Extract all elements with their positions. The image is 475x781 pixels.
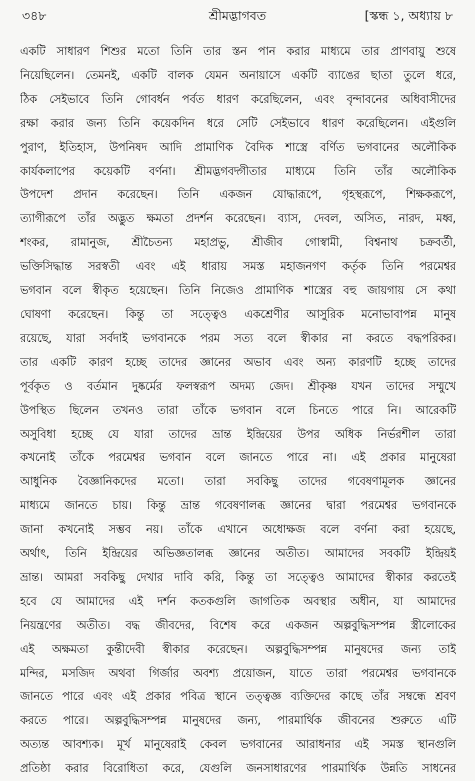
text-line: কখনোই তাঁকে পরমেশ্বর ভগবান বলে জানতে পারে না। এই প্রকার মানুষেরা (20, 451, 456, 465)
text-line: অর্থাৎ, তিনি ইন্দ্রিয়ের অভিজ্ঞতালব্ধ জ্ঞানের অতীত। আমাদের সবকটি ইন্দ্রিয়ই (20, 547, 456, 561)
text-line: নিয়ন্ত্রণের অতীত। বদ্ধ জীবদের, বিশেষ করে একজন অল্পবুদ্ধিসম্পন্ন স্ত্রীলোকের (20, 618, 456, 632)
text-line: রক্ষা করার জন্য তিনি কয়েকদিন ধরে সেটি সেইভাবে ধারণ করেছিলেন। এইগুলি (20, 116, 456, 130)
text-line: ঠিক সেইভাবে তিনি গোবর্ধন পর্বত ধারণ করেছিলেন, এবং বৃন্দাবনের অধিবাসীদের (20, 92, 456, 106)
text-line: জানতে পারে এবং এই প্রকার পবিত্র স্থানে তত্ত্বজ্ঞ ব্যক্তিদের কাছে তাঁর সম্বন্ধে শ্রবণ (20, 690, 456, 704)
text-line: ত্যাগীরূপে তাঁর অদ্ভুত ক্ষমতা প্রদর্শন করেছেন। ব্যাস, দেবল, অসিত, নারদ, মধ্ব, (20, 212, 456, 226)
text-line: পূর্বকৃত ও বর্তমান দুষ্কর্মের ফলস্বরূপ অদম্য জেদ। শ্রীকৃষ্ণ যখন তাদের সম্মুখে (20, 379, 456, 393)
text-line: অত্যন্ত আবশ্যক। মূর্খ মানুষেরাই কেবল ভগবানের আরাধনার এই সমস্ত স্থানগুলি (20, 738, 456, 752)
text-line: হবে যে আমাদের এই দর্শন কতকগুলি জাগতিক অবস্থার অধীন, যা আমাদের (20, 594, 456, 608)
text-line: জানা কখনোই সম্ভব নয়। তাঁকে এখানে অধোক্ষজ বলে বর্ণনা করা হয়েছে, (20, 523, 456, 537)
text-line: ভক্তিসিদ্ধান্ত সরস্বতী এবং এই ধারায় সমস্ত মহাজনগণ কর্তৃক তিনি পরমেশ্বর (20, 260, 456, 274)
text-line: ভগবান বলে স্বীকৃত হয়েছেন। তিনি নিজেও প্রামাণিক শাস্ত্রের বহু জায়গায় সে কথা (20, 284, 456, 298)
text-line: কার্যকলাপের কয়েকটি বর্ণনা। শ্রীমদ্ভগবদ্গীতার মাধ্যমে তিনি তাঁর অলৌকিক (20, 164, 456, 178)
text-line: উপস্থিত ছিলেন তখনও তারা তাঁকে ভগবান বলে চিনতে পারে নি। আরেকটি (20, 403, 456, 417)
text-line: মন্দির, মসজিদ অথবা গির্জার অবশ্য প্রয়োজন, যাতে তারা পরমেশ্বর ভগবানকে (20, 666, 456, 680)
chapter-reference: [স্কন্ধ ১, অধ্যায় ৮ (364, 8, 453, 23)
running-header (22, 6, 453, 26)
page-number: ৩৪৮ (22, 8, 47, 23)
text-line: নিয়েছিলেন। তেমনই, একটি বালক যেমন অনায়াসে একটি ব্যাঙের ছাতা তুলে ধরে, (20, 68, 456, 82)
text-line: মাধ্যমে জানতে চায়। কিন্তু ভ্রান্ত গবেষণালব্ধ জ্ঞানের দ্বারা পরমেশ্বর ভগবানকে (20, 499, 456, 513)
text-line: একটি সাধারণ শিশুর মতো তিনি তার স্তন পান করার মাধ্যমে তার প্রাণবায়ু শুষে (20, 45, 456, 58)
body-text (20, 40, 456, 781)
text-line: পুরাণ, ইতিহাস, উপনিষদ আদি প্রামাণিক বৈদিক শাস্ত্রে বর্ণিত ভগবানের অলৌকিক (20, 140, 456, 154)
text-line: এই অক্ষমতা কুন্তীদেবী স্বীকার করেছেন। অল্পবুদ্ধিসম্পন্ন মানুষদের জন্য তাই (20, 642, 456, 656)
text-line: ভ্রান্ত। আমরা সবকিছু দেখার দাবি করি, কিন্তু তা সত্ত্বেও আমাদের স্বীকার করতেই (20, 570, 456, 584)
text-line: করতে পারে। অল্পবুদ্ধিসম্পন্ন মানুষদের জন্য, পারমার্থিক জীবনের শুরুতে এটি (20, 714, 456, 728)
text-line: ঘোষণা করেছেন। কিন্তু তা সত্ত্বেও একশ্রেণীর আসুরিক মনোভাবাপন্ন মানুষ (20, 307, 456, 321)
text-line: অসুবিধা হচ্ছে যে যারা তাদের ভ্রান্ত ইন্দ্রিয়ের উপর অধিক নির্ভরশীল তারা (20, 427, 456, 441)
running-title: শ্রীমদ্ভাগবত (208, 8, 267, 23)
text-line: শংকর, রামানুজ, শ্রীচৈতন্য মহাপ্রভু, শ্রীজীব গোস্বামী, বিশ্বনাথ চক্রবর্তী, (20, 236, 456, 250)
text-line: প্রতিষ্ঠা করার বিরোধিতা করে, যেগুলি জনসাধারণের পারমার্থিক উন্নতি সাধনের (20, 762, 456, 776)
text-line: আধুনিক বৈজ্ঞানিকদের মতো। তারা সবকিছু তাদের গবেষণামূলক জ্ঞানের (20, 475, 456, 489)
text-line: রয়েছে, যারা সর্বদাই ভগবানকে পরম সত্য বলে স্বীকার না করতে বদ্ধপরিকর। (20, 331, 456, 345)
text-line: উপদেশ প্রদান করেছেন। তিনি একজন যোদ্ধারূপে, গৃহস্থরূপে, শিক্ষকরূপে, (20, 188, 456, 202)
text-line: তার একটি কারণ হচ্ছে তাদের জ্ঞানের অভাব এবং অন্য কারণটি হচ্ছে তাদের (20, 355, 456, 369)
